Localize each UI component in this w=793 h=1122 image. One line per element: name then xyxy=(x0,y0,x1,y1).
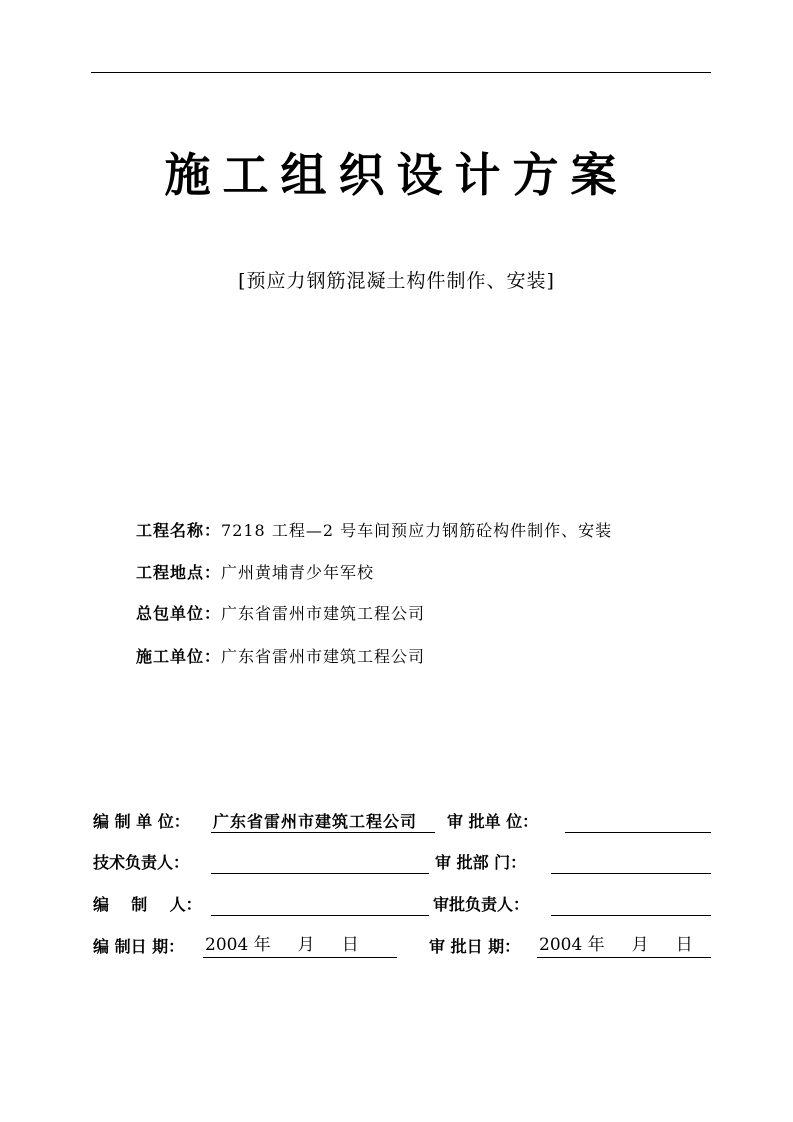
general-contractor-row xyxy=(136,602,425,626)
approve-leader-field[interactable] xyxy=(551,915,711,916)
signature-row-leader xyxy=(93,851,713,877)
general-contractor-value: 广东省雷州市建筑工程公司 xyxy=(221,604,426,623)
construction-unit-row xyxy=(136,645,425,669)
approve-dept-field[interactable] xyxy=(551,873,711,874)
signature-row-date xyxy=(93,935,713,961)
approve-date-label: 审 批日 期： xyxy=(429,937,521,956)
approve-date-value: 2004 年 月 日 xyxy=(539,935,693,955)
compile-date-line xyxy=(203,957,397,958)
compile-date-label: 编 制日 期： xyxy=(93,937,185,956)
construction-unit-value: 广东省雷州市建筑工程公司 xyxy=(221,647,426,666)
approve-leader-label: 审批负责人： xyxy=(433,895,530,914)
signature-row-unit xyxy=(93,810,713,836)
general-contractor-label: 总包单位： xyxy=(136,604,222,623)
page-subtitle: [预应力钢筋混凝土构件制作、安装] xyxy=(238,270,555,292)
compile-unit-label: 编 制 单 位： xyxy=(93,812,190,831)
compiler-field[interactable] xyxy=(211,915,429,916)
top-rule xyxy=(91,72,711,73)
approve-unit-field[interactable] xyxy=(565,832,711,833)
compiler-label: 编 制 人： xyxy=(93,895,202,914)
tech-leader-label: 技术负责人： xyxy=(93,853,190,872)
approve-date-line xyxy=(537,957,711,958)
project-location-label: 工程地点： xyxy=(136,563,222,582)
project-name-value: 7218 工程—2 号车间预应力钢筋砼构件制作、安装 xyxy=(221,521,613,540)
approve-unit-label: 审 批单 位： xyxy=(447,812,539,831)
project-name-label: 工程名称： xyxy=(136,521,222,540)
signature-row-person xyxy=(93,893,713,919)
approve-dept-label: 审 批部 门： xyxy=(435,853,527,872)
tech-leader-field[interactable] xyxy=(211,873,429,874)
compile-unit-value: 广东省雷州市建筑工程公司 xyxy=(213,812,418,831)
compile-date-value: 2004 年 月 日 xyxy=(205,935,359,955)
project-location-value: 广州黄埔青少年军校 xyxy=(221,563,375,582)
page-title: 施工组织设计方案 xyxy=(164,148,629,202)
project-location-row xyxy=(136,561,374,585)
project-name-row xyxy=(136,519,612,543)
compile-unit-line xyxy=(211,832,435,833)
construction-unit-label: 施工单位： xyxy=(136,647,222,666)
